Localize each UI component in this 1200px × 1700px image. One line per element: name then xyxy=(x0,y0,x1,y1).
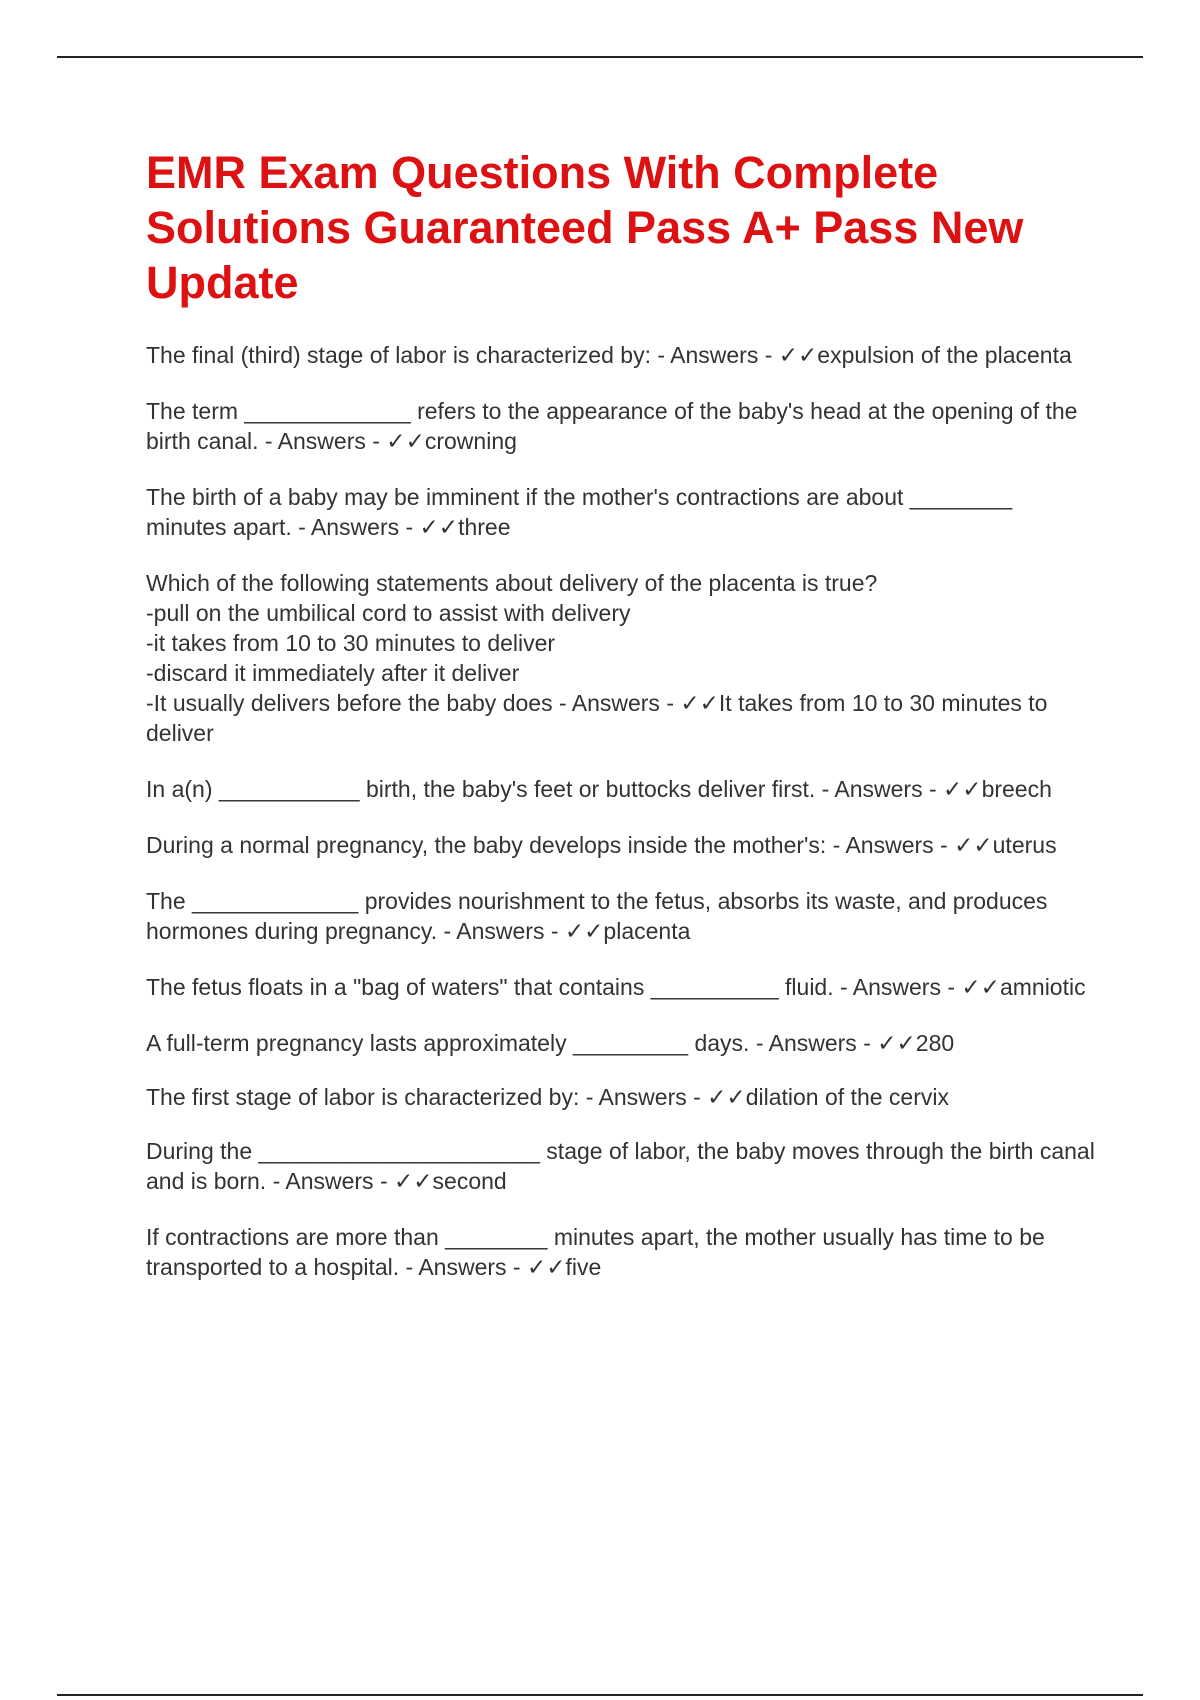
qa-item-2: The term _____________ refers to the appearance of the baby's head at the opening of the birth canal. - Answers - ✓✓crowning xyxy=(146,398,1084,454)
qa-item-3: The birth of a baby may be imminent if the mother's contractions are about ________ minutes apart. - Answers - ✓✓three xyxy=(146,484,1019,540)
qa-item-1: The final (third) stage of labor is characterized by: - Answers - ✓✓expulsion of the placenta xyxy=(146,342,1072,368)
document-body xyxy=(146,145,1102,1282)
qa-item-9: A full-term pregnancy lasts approximately _________ days. - Answers - ✓✓280 xyxy=(146,1030,955,1056)
qa-item-4: Which of the following statements about delivery of the placenta is true? -pull on the umbilical cord to assist with delivery -it takes from 10 to 30 minutes to deliver -discard it immediately after it deliver -It usually delivers before the baby does - Answers - ✓✓It takes from 10 to 30 minutes to deliver xyxy=(146,570,1048,746)
qa-item-5: In a(n) ___________ birth, the baby's feet or buttocks deliver first. - Answers - ✓✓breech xyxy=(146,776,1052,802)
qa-item-12: If contractions are more than ________ minutes apart, the mother usually has time to be transported to a hospital. - Answers - ✓✓five xyxy=(146,1224,1052,1280)
qa-item-7: The _____________ provides nourishment to the fetus, absorbs its waste, and produces hormones during pregnancy. - Answers - ✓✓placenta xyxy=(146,888,1054,944)
top-rule xyxy=(57,56,1143,58)
bottom-rule xyxy=(57,1694,1143,1696)
qa-item-6: During a normal pregnancy, the baby develops inside the mother's: - Answers - ✓✓uterus xyxy=(146,832,1057,858)
qa-item-10: The first stage of labor is characterized by: - Answers - ✓✓dilation of the cervix xyxy=(146,1084,949,1110)
qa-item-8: The fetus floats in a "bag of waters" that contains __________ fluid. - Answers - ✓✓amniotic xyxy=(146,974,1086,1000)
qa-item-11: During the ______________________ stage of labor, the baby moves through the birth canal and is born. - Answers - ✓✓second xyxy=(146,1138,1102,1194)
document-title: EMR Exam Questions With Complete Solutions Guaranteed Pass A+ Pass New Update xyxy=(146,147,1024,308)
